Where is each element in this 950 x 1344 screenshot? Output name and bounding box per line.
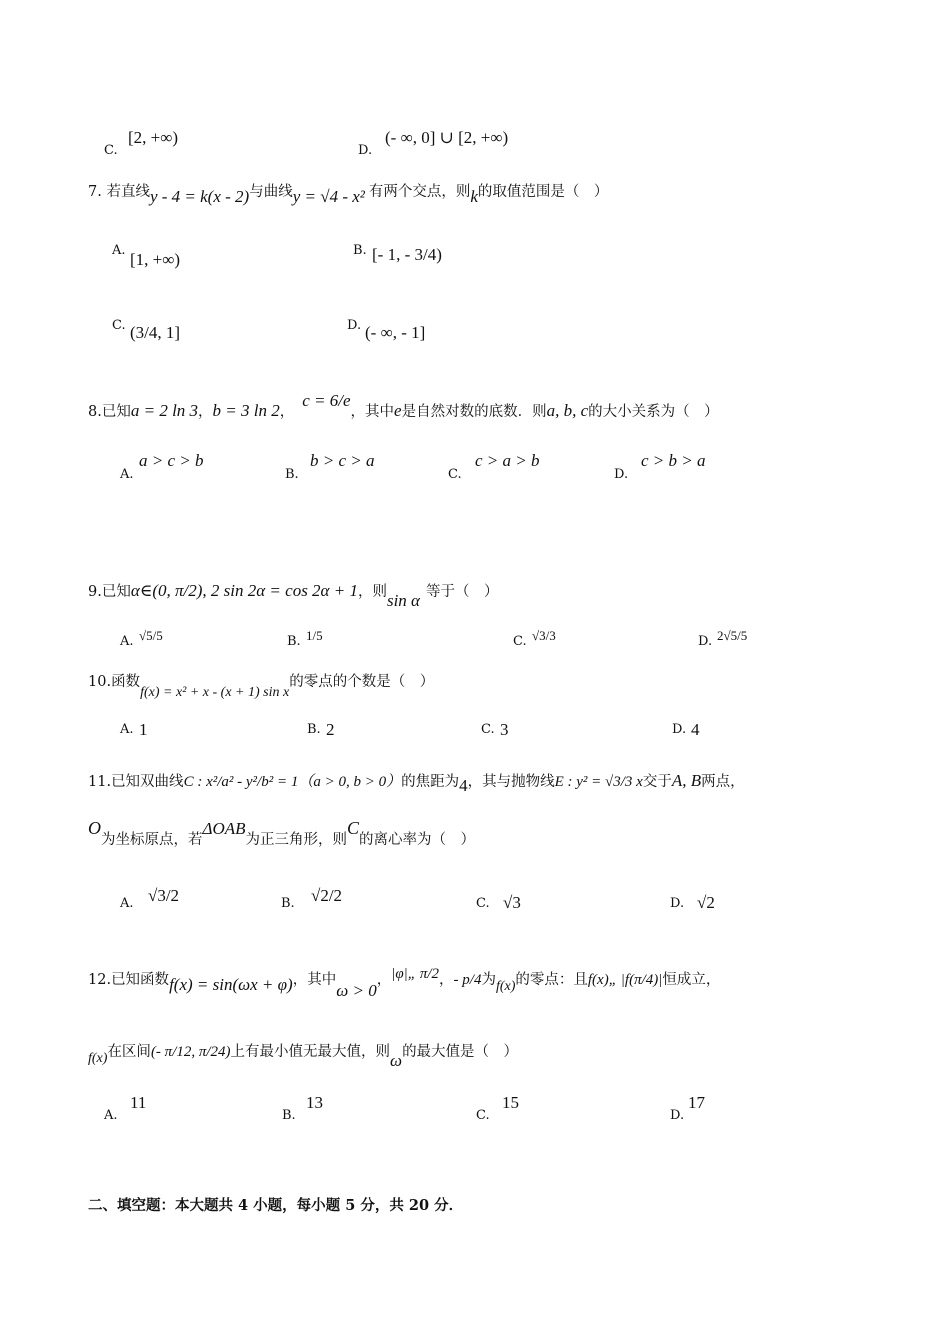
q6-option-d-label: D. xyxy=(358,143,373,158)
q11-condition: （a > 0, b > 0） xyxy=(298,774,402,790)
q12-omega-condition: ω > 0 xyxy=(336,981,377,1000)
q11-option-b-label: B. xyxy=(281,896,295,911)
q8-option-d-text: c > b > a xyxy=(641,451,706,470)
q8-number: 8. xyxy=(88,404,102,420)
q12-option-a-text: 11 xyxy=(130,1093,147,1112)
q8-option-c-text: c > a > b xyxy=(475,451,540,470)
q10-option-c-text: 3 xyxy=(500,720,509,739)
q7-stem xyxy=(88,180,609,206)
q8-stem-1: 已知 xyxy=(101,404,131,420)
q9-stem-1: 已知 xyxy=(101,584,131,600)
q12-stem-2: ，其中 xyxy=(292,972,337,988)
q12-option-b-text: 13 xyxy=(306,1093,323,1112)
q10-option-a-label: A. xyxy=(120,722,134,737)
q11-number: 11. xyxy=(88,774,112,790)
q7-option-a-label: A. xyxy=(112,243,126,258)
q7-stem-2: 与曲线 xyxy=(249,184,293,200)
q7-k: k xyxy=(470,187,478,206)
q12-stem-4: 为 xyxy=(481,972,496,988)
q10-option-d-text: 4 xyxy=(691,720,700,739)
q11-stem-3: ，其与抛物线 xyxy=(467,774,555,790)
q8-stem-2: ，其中 xyxy=(350,404,395,420)
q12-stem-6: 恒成立， xyxy=(662,972,721,988)
q12-function: f(x) = sin(ωx + φ) xyxy=(169,975,293,994)
q8-stem-4: 的大小关系为（ ） xyxy=(588,404,719,420)
q7-stem-1: 若直线 xyxy=(106,184,150,200)
q11-option-b-text: √2/2 xyxy=(311,886,343,905)
q12-option-b-label: B. xyxy=(282,1108,296,1123)
q10-stem-2: 的零点的个数是（ ） xyxy=(289,674,435,690)
q12-stem-line1 xyxy=(88,966,721,1000)
q10-stem xyxy=(88,670,435,700)
q7-option-b-text: [- 1, - 3/4) xyxy=(372,245,442,264)
section-2-heading: 二、填空题：本大题共 4 小题，每小题 5 分，共 20 分． xyxy=(88,1197,464,1214)
q12-inequality: f(x)„ |f(π/4)| xyxy=(587,972,663,988)
q9-option-c-label: C. xyxy=(513,634,527,649)
q8-e: e xyxy=(394,401,402,420)
q9-stem-3: 等于（ ） xyxy=(425,584,499,600)
q10-function: f(x) = x² + x - (x + 1) sin x xyxy=(140,685,290,700)
q10-option-a-text: 1 xyxy=(139,720,148,739)
q7-curve-equation: y = √4 - x² xyxy=(292,187,365,206)
q12-stem-3: ， xyxy=(439,972,454,988)
q11-ab: A, B xyxy=(671,771,702,790)
q8-option-d-label: D. xyxy=(614,467,629,482)
q12-omega: ω xyxy=(390,1051,403,1070)
q11-triangle: ΔOAB xyxy=(202,819,246,838)
q10-option-d-label: D. xyxy=(672,722,687,737)
q9-condition: α∈(0, π/2), 2 sin 2α = cos 2α + 1 xyxy=(130,581,358,600)
q8-a-equation: a = 2 ln 3 xyxy=(130,401,199,420)
q7-option-d-text: (- ∞, - 1] xyxy=(365,323,426,342)
q7-number: 7. xyxy=(88,184,102,200)
q12-stem-7: 在区间 xyxy=(107,1044,151,1060)
q12-option-d-label: D. xyxy=(670,1108,685,1123)
q8-b-equation: b = 3 ln 2 xyxy=(212,401,280,420)
q8-c-equation: c = 6/e xyxy=(302,391,351,410)
q11-parabola: E : y² = √3/3 x xyxy=(554,774,643,790)
q11-c: C xyxy=(347,818,360,838)
q8-option-c-label: C. xyxy=(448,467,462,482)
q10-number: 10. xyxy=(88,674,112,690)
q8-abc: a, b, c xyxy=(546,401,589,420)
q10-option-b-text: 2 xyxy=(326,720,335,739)
q11-stem-2: 的焦距为 xyxy=(401,774,460,790)
q7-stem-3: 有两个交点，则 xyxy=(368,184,471,200)
q7-option-a-text: [1, +∞) xyxy=(130,250,181,269)
q9-option-d-text: 2√5/5 xyxy=(717,628,748,643)
q9-option-a-label: A. xyxy=(120,634,134,649)
q7-option-b-label: B. xyxy=(353,243,367,258)
q11-option-c-text: √3 xyxy=(503,893,521,912)
q10-stem-1: 函数 xyxy=(111,674,141,690)
q9-sin-alpha: sin α xyxy=(386,591,420,610)
q12-stem-8: 上有最小值无最大值，则 xyxy=(230,1044,391,1060)
q11-stem-line1 xyxy=(88,770,745,795)
q12-stem-line2 xyxy=(88,1040,519,1070)
q6-option-c-text: [2, +∞) xyxy=(128,128,179,147)
q8-option-a-text: a > c > b xyxy=(139,451,204,470)
q12-stem-9: 的最大值是（ ） xyxy=(402,1044,519,1060)
q12-option-c-label: C. xyxy=(476,1108,490,1123)
q6-option-c-label: C. xyxy=(104,143,118,158)
q11-stem-4: 交于 xyxy=(642,774,672,790)
q9-stem-2: ，则 xyxy=(357,584,387,600)
q8-stem-3: 是自然对数的底数．则 xyxy=(401,404,547,420)
q11-option-c-label: C. xyxy=(476,896,490,911)
q9-number: 9. xyxy=(88,584,102,600)
q9-option-d-label: D. xyxy=(698,634,713,649)
q7-line-equation: y - 4 = k(x - 2) xyxy=(149,187,250,206)
q11-stem-6: 为坐标原点，若 xyxy=(101,832,203,848)
q9-option-c-text: √3/3 xyxy=(532,628,556,643)
q12-stem-1: 已知函数 xyxy=(111,972,170,988)
q11-hyperbola: C : x²/a² - y²/b² = 1 xyxy=(183,774,299,790)
q12-zero: - p/4 xyxy=(453,972,482,988)
q12-number: 12. xyxy=(88,972,112,988)
q12-phi-condition: |φ|„ π/2 xyxy=(391,966,440,982)
q8-option-a-label: A. xyxy=(120,467,134,482)
q11-stem-1: 已知双曲线 xyxy=(111,774,184,790)
q11-stem-5: 两点， xyxy=(701,774,745,790)
q11-stem-8: 的离心率为（ ） xyxy=(359,832,476,848)
q7-option-c-label: C. xyxy=(112,318,126,333)
q12-fx: f(x) xyxy=(495,979,516,994)
q10-option-b-label: B. xyxy=(307,722,321,737)
q8-option-b-label: B. xyxy=(285,467,299,482)
q7-stem-4: 的取值范围是（ ） xyxy=(477,184,609,200)
q12-stem-5: 的零点：且 xyxy=(515,972,588,988)
q7-option-d-label: D. xyxy=(347,318,362,333)
q12-option-a-label: A. xyxy=(104,1108,118,1123)
q9-stem xyxy=(88,580,499,610)
q8-option-b-text: b > c > a xyxy=(310,451,375,470)
q11-focal-four: 4 xyxy=(459,776,468,795)
q6-option-d-text: (- ∞, 0] ∪ [2, +∞) xyxy=(385,128,509,147)
q11-stem-7: 为正三角形，则 xyxy=(245,832,348,848)
q7-option-c-text: (3/4, 1] xyxy=(130,323,181,342)
q11-stem-line2 xyxy=(88,818,476,848)
q12-option-c-text: 15 xyxy=(502,1093,519,1112)
q11-option-a-text: √3/2 xyxy=(148,886,180,905)
q11-option-d-label: D. xyxy=(670,896,685,911)
q9-option-a-text: √5/5 xyxy=(139,628,163,643)
q10-option-c-label: C. xyxy=(481,722,495,737)
q8-stem: 8.已知a = 2 ln 3，b = 3 ln 2，c = 6/e，其中e是自然对数的底数．则a, b, c的大小关系为（ ） xyxy=(88,391,719,420)
q9-option-b-text: 1/5 xyxy=(306,628,323,643)
q12-interval: (- π/12, π/24) xyxy=(150,1044,231,1060)
q9-option-b-label: B. xyxy=(287,634,301,649)
q12-option-d-text: 17 xyxy=(688,1093,705,1112)
q11-option-d-text: √2 xyxy=(697,893,715,912)
q12-fx-2: f(x) xyxy=(88,1051,108,1066)
q11-o: O xyxy=(88,818,101,838)
q12-comma: ， xyxy=(376,972,392,988)
q11-option-a-label: A. xyxy=(120,896,134,911)
